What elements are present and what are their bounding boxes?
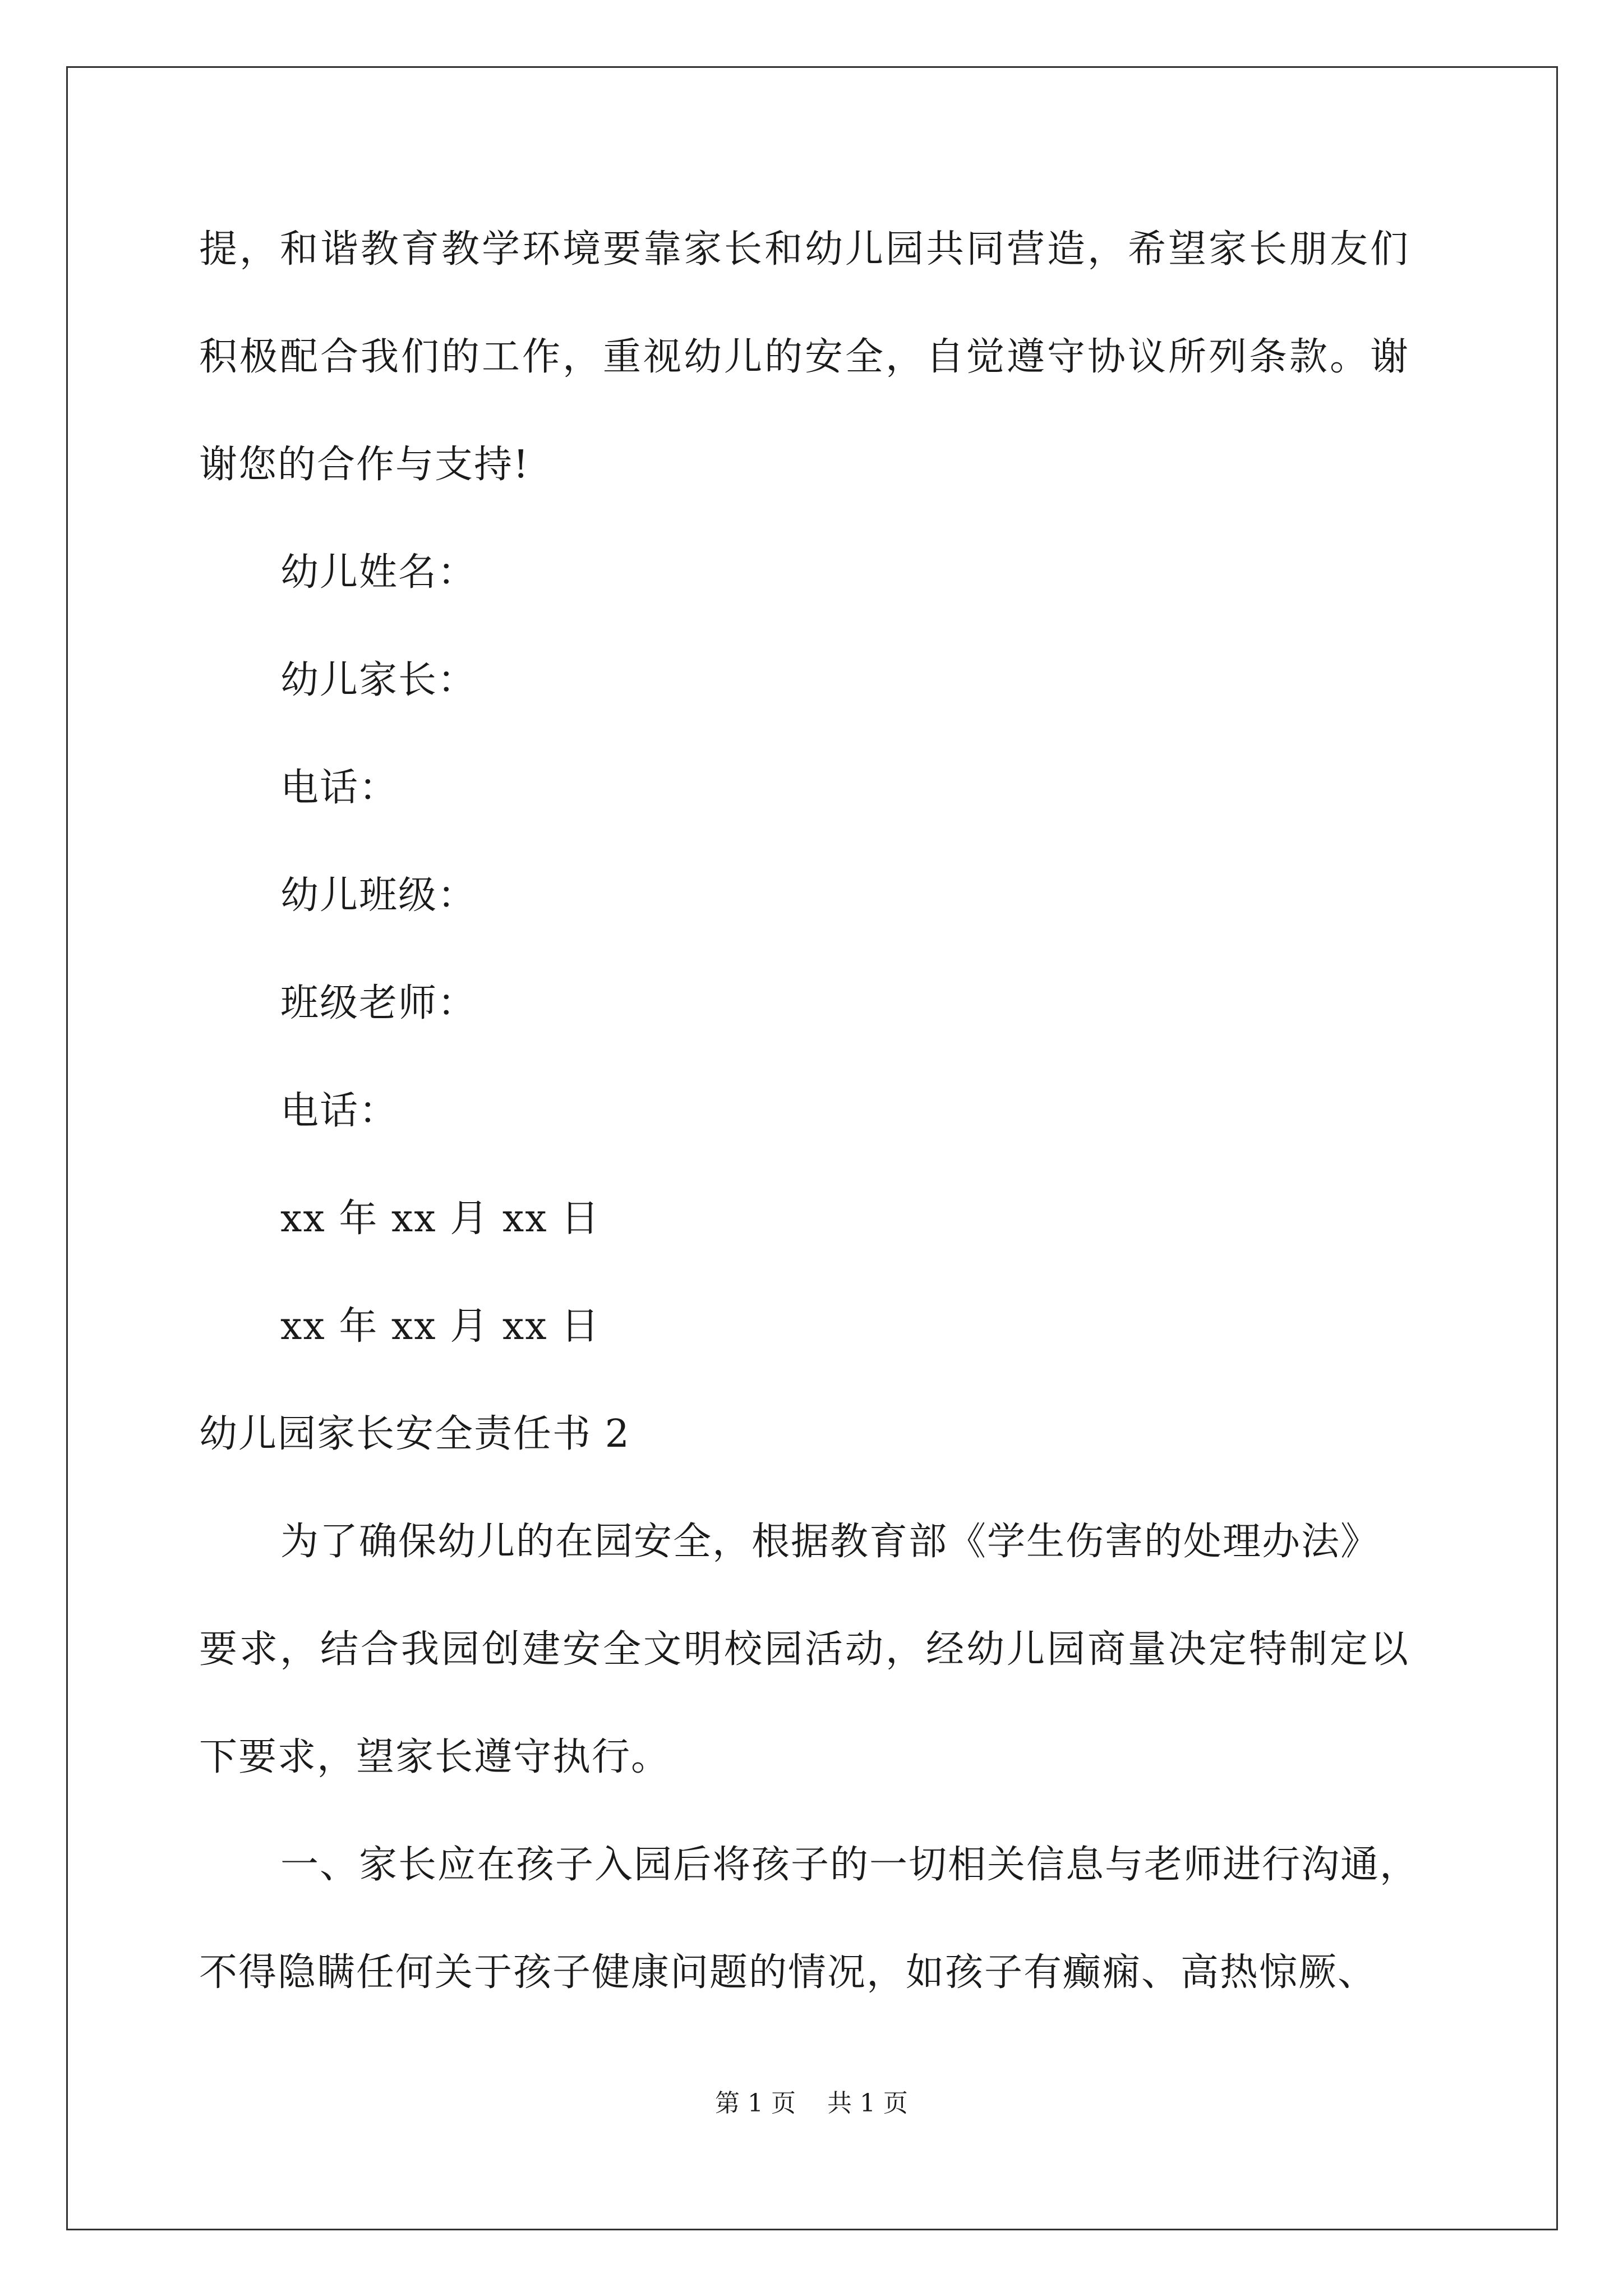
body-text-line: 提，和谐教育教学环境要靠家长和幼儿园共同营造，希望家长朋友们 (199, 227, 1411, 272)
page-number-footer: 第 1 页 共 1 页 (715, 2089, 908, 2118)
form-field-child-name: 幼儿姓名： (280, 550, 477, 595)
page-border (66, 66, 1558, 2230)
form-field-class: 幼儿班级： (280, 873, 477, 918)
body-text-line: 一、家长应在孩子入园后将孩子的一切相关信息与老师进行沟通， (280, 1843, 1419, 1887)
form-field-teacher: 班级老师： (280, 981, 477, 1025)
body-text-line: 要求，结合我园创建安全文明校园活动，经幼儿园商量决定特制定以 (199, 1627, 1411, 1672)
body-text-line: 积极配合我们的工作，重视幼儿的安全，自觉遵守协议所列条款。谢 (199, 335, 1411, 379)
body-text-line: 不得隐瞒任何关于孩子健康问题的情况，如孩子有癫痫、高热惊厥、 (199, 1950, 1377, 1995)
form-field-parent: 幼儿家长： (280, 658, 477, 702)
date-line: xx 年 xx 月 xx 日 (280, 1304, 601, 1349)
section-title: 幼儿园家长安全责任书 2 (199, 1412, 630, 1456)
body-text-line: 为了确保幼儿的在园安全，根据教育部《学生伤害的处理办法》 (280, 1520, 1380, 1564)
form-field-phone: 电话： (280, 1089, 399, 1133)
body-text-line: 谢您的合作与支持! (199, 443, 530, 487)
body-text-line: 下要求，望家长遵守执行。 (199, 1735, 671, 1779)
date-line: xx 年 xx 月 xx 日 (280, 1197, 601, 1241)
form-field-phone: 电话： (280, 766, 399, 810)
